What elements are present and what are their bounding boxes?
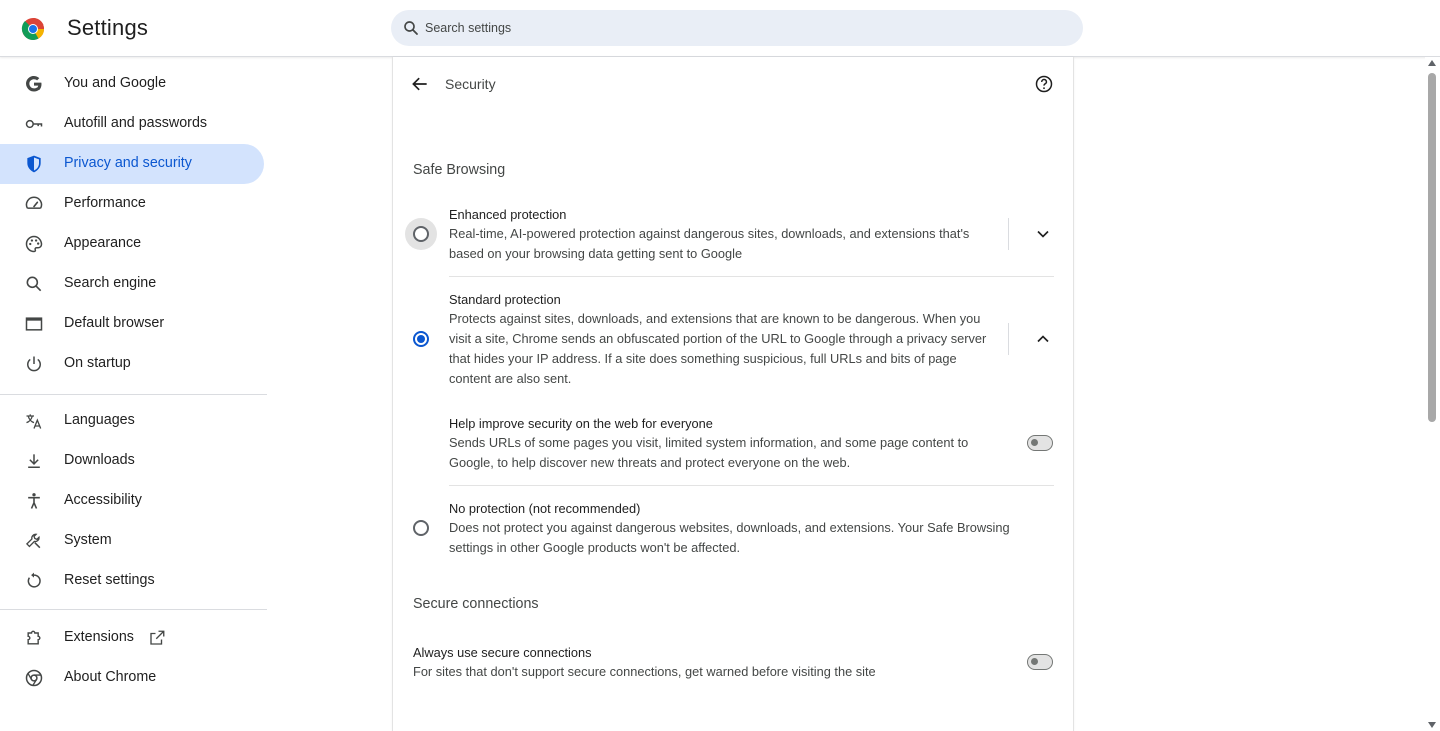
option-description: Sends URLs of some pages you visit, limited system information, and some page content to Google, to help discover new threats and protect everyone on the web. <box>449 435 969 470</box>
sidebar-divider <box>0 394 267 395</box>
help-improve-toggle[interactable] <box>1027 435 1053 451</box>
enhanced-protection-radio[interactable] <box>413 226 429 242</box>
secure-connections-heading: Secure connections <box>413 596 539 612</box>
vertical-separator <box>1008 218 1009 250</box>
divider <box>449 485 1054 486</box>
download-icon <box>24 451 44 471</box>
page-scrollbar[interactable] <box>1425 57 1440 731</box>
option-title: Help improve security on the web for everyone <box>449 416 713 431</box>
open-in-new-icon <box>148 629 166 647</box>
search-bar[interactable] <box>391 10 1083 46</box>
sidebar-item-search-engine[interactable] <box>0 264 264 304</box>
app-title: Settings <box>67 15 149 40</box>
search-input[interactable] <box>425 10 1065 46</box>
option-description: Real-time, AI-powered protection against dangerous sites, downloads, and extensions that's based on your browsing data getting sent to Google <box>449 226 970 261</box>
always-secure-toggle[interactable] <box>1027 654 1053 670</box>
sidebar-item-autofill[interactable] <box>0 104 264 144</box>
divider <box>449 276 1054 277</box>
option-description: For sites that don't support secure connections, get warned before visiting the site <box>413 664 876 679</box>
no-protection-radio[interactable] <box>413 520 429 536</box>
sidebar-item-appearance[interactable] <box>0 224 264 264</box>
sidebar <box>0 57 270 731</box>
option-description: Protects against sites, downloads, and extensions that are known to be dangerous. When you visit a site, Chrome sends an obfuscated portion of the URL to Google through a privacy server that hides your IP address. If a site does something suspicious, full URLs and bits of page content are also sent. <box>449 311 987 386</box>
sidebar-item-label: System <box>64 532 112 548</box>
option-title: Standard protection <box>449 292 561 307</box>
option-title: No protection (not recommended) <box>449 501 641 516</box>
standard-protection-radio[interactable] <box>413 331 429 347</box>
wrench-icon <box>24 531 44 551</box>
power-icon <box>24 354 44 374</box>
sidebar-item-label: Languages <box>64 412 135 428</box>
translate-icon <box>24 411 44 431</box>
scroll-up-arrow-icon[interactable] <box>1428 60 1436 66</box>
page-title: Security <box>445 76 496 92</box>
safe-browsing-heading: Safe Browsing <box>413 162 506 178</box>
speedometer-icon <box>24 194 44 214</box>
accessibility-icon <box>24 491 44 511</box>
option-title: Always use secure connections <box>413 645 592 660</box>
sidebar-item-default-browser[interactable] <box>0 304 264 344</box>
sidebar-item-label: Autofill and passwords <box>64 115 208 131</box>
puzzle-icon <box>24 628 44 648</box>
reset-icon <box>24 571 44 591</box>
sidebar-item-system[interactable] <box>0 521 264 561</box>
sidebar-item-label: Search engine <box>64 275 157 291</box>
sidebar-item-label: About Chrome <box>64 669 157 685</box>
key-icon <box>24 114 44 134</box>
sidebar-item-label: Accessibility <box>64 492 142 508</box>
sidebar-item-performance[interactable] <box>0 184 264 224</box>
sidebar-item-label: Reset settings <box>64 572 155 588</box>
browser-window-icon <box>24 314 44 334</box>
sidebar-item-label: Extensions <box>64 629 134 645</box>
palette-icon <box>24 234 44 254</box>
chrome-logo-icon <box>21 17 45 41</box>
chevron-up-icon[interactable] <box>1033 329 1053 349</box>
sidebar-item-on-startup[interactable] <box>0 344 264 384</box>
option-description: Does not protect you against dangerous websites, downloads, and extensions. Your Safe Browsing settings in other Google products won't be affected. <box>449 520 1010 555</box>
sidebar-item-label: Performance <box>64 195 146 211</box>
google-g-icon <box>24 74 44 94</box>
sidebar-item-about-chrome[interactable] <box>0 658 264 698</box>
sidebar-item-accessibility[interactable] <box>0 481 264 521</box>
chevron-down-icon[interactable] <box>1033 224 1053 244</box>
sidebar-item-label: You and Google <box>64 75 167 91</box>
search-icon <box>402 19 420 37</box>
sidebar-item-languages[interactable] <box>0 401 264 441</box>
sidebar-item-label: Appearance <box>64 235 142 251</box>
search-icon <box>24 274 44 294</box>
sidebar-item-label: On startup <box>64 355 131 371</box>
sidebar-item-downloads[interactable] <box>0 441 264 481</box>
option-title: Enhanced protection <box>449 207 567 222</box>
scroll-down-arrow-icon[interactable] <box>1428 722 1436 728</box>
sidebar-item-reset-settings[interactable] <box>0 561 264 601</box>
security-page-card <box>392 57 1074 731</box>
vertical-separator <box>1008 323 1009 355</box>
sidebar-item-you-and-google[interactable] <box>0 64 264 104</box>
sidebar-item-privacy-and-security[interactable] <box>0 144 264 184</box>
sidebar-item-label: Default browser <box>64 315 165 331</box>
shield-icon <box>24 154 44 174</box>
sidebar-divider <box>0 609 267 610</box>
scroll-thumb[interactable] <box>1428 73 1436 422</box>
sidebar-item-extensions[interactable] <box>0 618 264 658</box>
sidebar-item-label: Downloads <box>64 452 135 468</box>
back-arrow-icon[interactable] <box>410 74 430 94</box>
chrome-icon <box>24 668 44 688</box>
help-icon[interactable] <box>1034 74 1054 94</box>
app-header <box>0 0 1440 57</box>
sidebar-item-label: Privacy and security <box>64 155 192 171</box>
